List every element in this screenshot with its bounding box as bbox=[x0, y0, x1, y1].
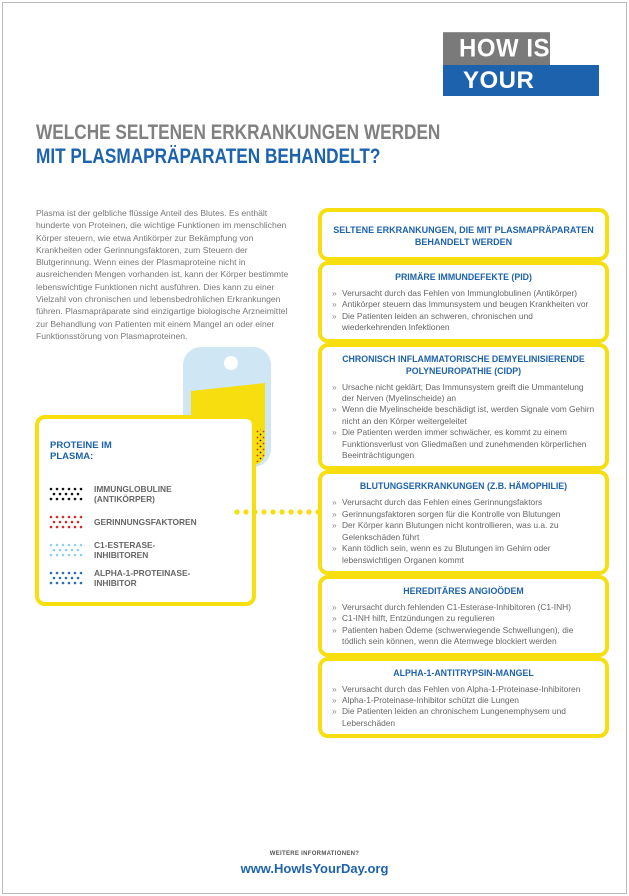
section-hereditary-angioedema bbox=[318, 575, 609, 657]
list-item: » Antikörper steuern das Immunsystem und beugen Krankheiten vor bbox=[332, 299, 595, 310]
list-item: » Der Körper kann Blutungen nicht kontrollieren, was u.a. zu Gelenkschäden führt bbox=[332, 520, 595, 543]
how-is-your-day-logo bbox=[443, 33, 599, 125]
legend-label: ALPHA-1-PROTEINASE-INHIBITOR bbox=[94, 568, 191, 588]
legend-coagulation-factors bbox=[49, 514, 204, 530]
section-title: CHRONISCH INFLAMMATORISCHE DEMYELINISIERENDE POLYNEUROPATHIE (CIDP) bbox=[342, 353, 585, 376]
rare-diseases-column bbox=[318, 208, 609, 738]
section-pid bbox=[318, 261, 609, 343]
legend-c1-esterase-inhibitors bbox=[49, 540, 204, 560]
legend-immunoglobulins bbox=[49, 484, 204, 504]
diseases-header-card bbox=[318, 208, 609, 261]
legend-label: C1-ESTERASE-INHIBITOREN bbox=[94, 540, 156, 560]
alpha1-dots-icon bbox=[49, 570, 85, 586]
list-item: » Die Patienten werden immer schwächer, es kommt zu einem Funktionsverlust von Gliedmaßen und zunehmenden körperlichen Beeinträchtigungen bbox=[332, 427, 595, 461]
legend-label: GERINNUNGSFAKTOREN bbox=[94, 517, 197, 527]
logo-line2: YOUR DAY? bbox=[443, 65, 599, 96]
title-line1: WELCHE SELTENEN ERKRANKUNGEN WERDEN bbox=[36, 121, 441, 144]
list-item: » Ursache nicht geklärt; Das Immunsystem greift die Ummantelung der Nerven (Myelinscheide) an bbox=[332, 382, 595, 405]
section-title: HEREDITÄRES ANGIOÖDEM bbox=[403, 585, 524, 596]
page-title bbox=[36, 121, 506, 169]
coagulation-dots-icon bbox=[49, 514, 85, 530]
section-title: BLUTUNGSERKRANKUNGEN (Z.B. HÄMOPHILIE) bbox=[359, 481, 568, 492]
section-alpha1-antitrypsin bbox=[318, 657, 609, 739]
list-item: » Patienten haben Ödeme (schwerwiegende Schwellungen), die tödlich sein können, wenn die Atemwege blockiert werden bbox=[332, 625, 595, 648]
plasma-proteins-box bbox=[35, 415, 256, 606]
list-item: » Die Patienten leiden an chronischem Lungenemphysem und Leberschäden bbox=[332, 706, 595, 729]
title-line2: MIT PLASMAPRÄPARATEN BEHANDELT? bbox=[36, 145, 381, 168]
section-cidp bbox=[318, 343, 609, 471]
more-info-label: WEITERE INFORMATIONEN? bbox=[269, 851, 360, 857]
list-item: » Die Patienten leiden an schweren, chronischen und wiederkehrenden Infektionen bbox=[332, 311, 595, 334]
c1-inhibitor-dots-icon bbox=[49, 542, 85, 558]
list-item: » Alpha-1-Proteinase-Inhibitor schützt die Lungen bbox=[332, 695, 595, 706]
list-item: » C1-INH hilft, Entzündungen zu regulieren bbox=[332, 613, 595, 624]
list-item: » Verursacht durch das Fehlen von Alpha-1-Proteinase-Inhibitoren bbox=[332, 684, 595, 695]
dotted-connector bbox=[233, 509, 321, 515]
list-item: » Kann tödlich sein, wenn es zu Blutungen im Gehirn oder lebenswichtigen Organen kommt bbox=[332, 543, 595, 566]
legend-alpha1-proteinase-inhibitor bbox=[49, 568, 204, 588]
section-title: PRIMÄRE IMMUNDEFEKTE (PID) bbox=[395, 272, 532, 282]
list-item: » Verursacht durch das Fehlen eines Gerinnungsfaktors bbox=[332, 497, 595, 508]
section-bleeding-disorders bbox=[318, 470, 609, 574]
list-item: » Verursacht durch das Fehlen von Immunglobulinen (Antikörper) bbox=[332, 288, 595, 299]
immunoglobulin-dots-icon bbox=[49, 486, 85, 502]
legend-label: IMMUNGLOBULINE (ANTIKÖRPER) bbox=[94, 484, 172, 504]
website-link[interactable]: www.HowIsYourDay.org bbox=[240, 861, 389, 876]
intro-paragraph: Plasma ist der gelbliche flüssige Anteil des Blutes. Es enthält hunderte von Proteinen, die wichtige Funktionen im menschlichen Körper steuern, wie etwa Antikörper zur Bekämpfung von Krankheiten oder Gerinnungsfaktoren, zum Steuern der Blutgerinnung. Wenn eines der Plasmaproteine nicht in ausreichenden Mengen vorhanden ist, kann der Körper bestimmte lebenswichtige Funktionen nicht ausführen. Dies kann zu einer Vielzahl von chronischen und lebensbedrohlichen Erkrankungen führen. Plasmapräparate sind einzigartige biologische Arzneimittel zur Behandlung von Patienten mit einem Mangel an oder einer Funktionsstörung von Plasmaproteinen. bbox=[36, 208, 289, 341]
logo-line1: HOW IS bbox=[443, 32, 550, 66]
section-title: ALPHA-1-ANTITRYPSIN-MANGEL bbox=[393, 667, 534, 678]
list-item: » Wenn die Myelinscheide beschädigt ist, werden Signale vom Gehirn nicht an den Körper weitergeleitet bbox=[332, 404, 595, 427]
list-item: » Verursacht durch fehlenden C1-Esterase-Inhibitoren (C1-INH) bbox=[332, 602, 595, 613]
list-item: » Gerinnungsfaktoren sorgen für die Kontrolle von Blutungen bbox=[332, 509, 595, 520]
proteins-title: PROTEINE IM PLASMA: bbox=[50, 440, 112, 462]
diseases-header: SELTENE ERKRANKUNGEN, DIE MIT PLASMAPRÄPARATEN BEHANDELT WERDEN bbox=[333, 225, 594, 247]
